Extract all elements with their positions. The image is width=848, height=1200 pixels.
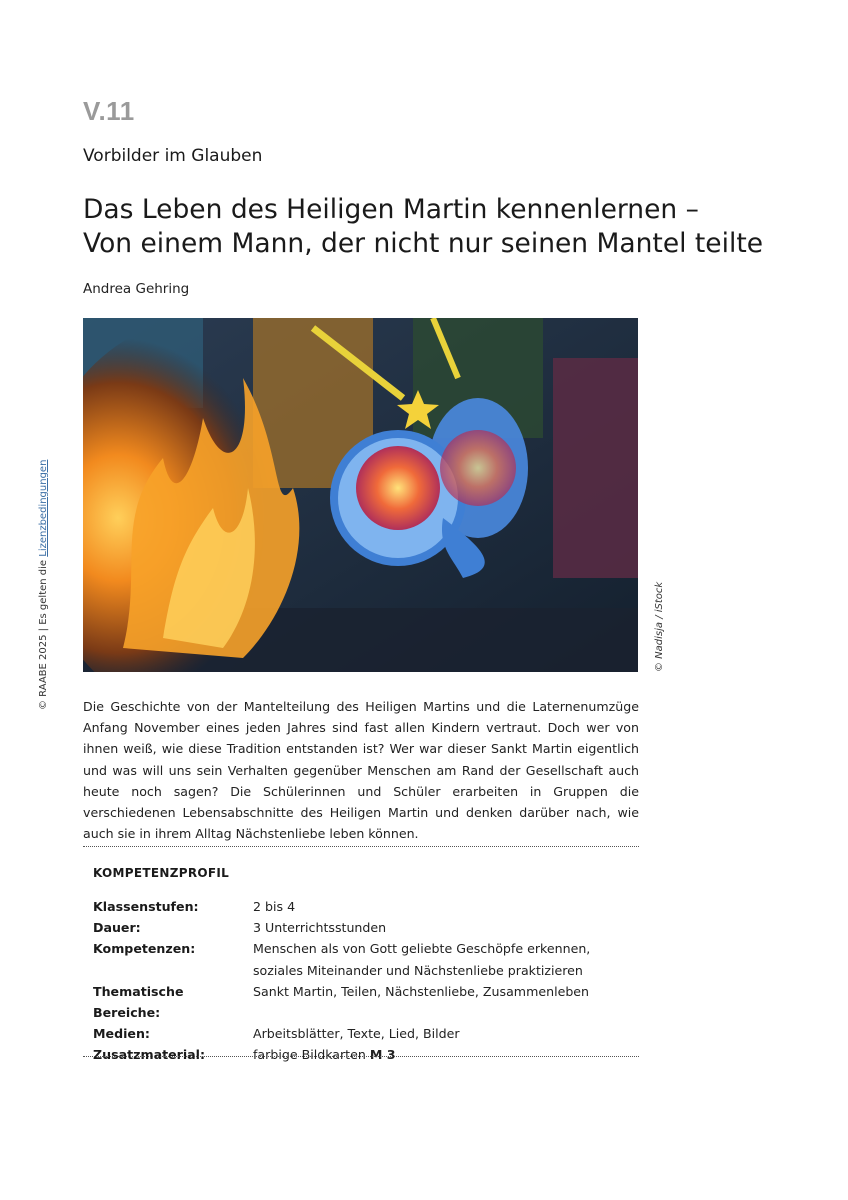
profile-row: [93, 1023, 638, 1044]
profile-top-divider: [83, 846, 639, 847]
series-title: Vorbilder im Glauben: [83, 146, 263, 166]
copyright-notice-text: [38, 460, 49, 710]
profile-label: Medien:: [93, 1026, 150, 1042]
profile-value: Sankt Martin, Teilen, Nächstenliebe, Zusammenleben: [253, 983, 590, 999]
profile-label: Dauer:: [93, 920, 141, 936]
copyright-prefix: © RAABE 2025 | Es gelten die: [38, 556, 49, 710]
section-code: V.11: [83, 96, 135, 126]
profile-value-text: farbige Bildkarten: [253, 1047, 370, 1063]
profile-row: [93, 896, 638, 917]
page-title: [83, 193, 764, 261]
profile-label: Zusatzmaterial:: [93, 1047, 206, 1063]
profile-label: Klassenstufen:: [93, 899, 199, 914]
profile-bottom-divider: [83, 1056, 639, 1057]
competence-profile: [93, 896, 638, 1066]
profile-value: Arbeitsblätter, Texte, Lied, Bilder: [253, 1026, 460, 1042]
profile-value: 2 bis 4: [253, 899, 296, 914]
author-name: Andrea Gehring: [83, 281, 190, 297]
profile-label: Kompetenzen:: [93, 941, 196, 957]
profile-row: [93, 981, 638, 1023]
profile-value: Menschen als von Gott geliebte Geschöpfe erkennen, soziales Miteinander und Nächstenliebe praktizieren: [253, 941, 591, 978]
title-line-1: Das Leben des Heiligen Martin kennenlernen –: [83, 194, 699, 225]
intro-paragraph: Die Geschichte von der Mantelteilung des Heiligen Martins und die Laternenumzüge Anfang November eines jeden Jahres sind fast allen Kindern vertraut. Doch wer von ihnen weiß, wie diese Tradition entstanden ist? Wer war dieser Sankt Martin eigentlich und was will uns sein Verhalten gegenüber Menschen am Rand der Gesellschaft auch heute noch sagen? Die Schülerinnen und Schüler erarbeiten in Gruppen die verschiedenen Lebensabschnitte des Heiligen Martin und denken darüber nach, wie auch sie in ihrem Alltag Nächstenliebe leben können.: [83, 699, 639, 842]
profile-heading: KOMPETENZPROFIL: [93, 866, 230, 880]
profile-value: 3 Unterrichtsstunden: [253, 920, 387, 936]
profile-label: Thematische Bereiche:: [93, 983, 184, 1021]
material-reference: M 3: [369, 1047, 396, 1063]
title-line-2: Von einem Mann, der nicht nur seinen Mantel teilte: [83, 228, 764, 259]
profile-row: [93, 938, 638, 980]
photo-credit-text: © Nadisja / iStock: [654, 581, 665, 672]
cover-photo: [83, 318, 638, 672]
license-link[interactable]: Lizenzbedingungen: [38, 459, 49, 557]
profile-row: [93, 917, 638, 938]
